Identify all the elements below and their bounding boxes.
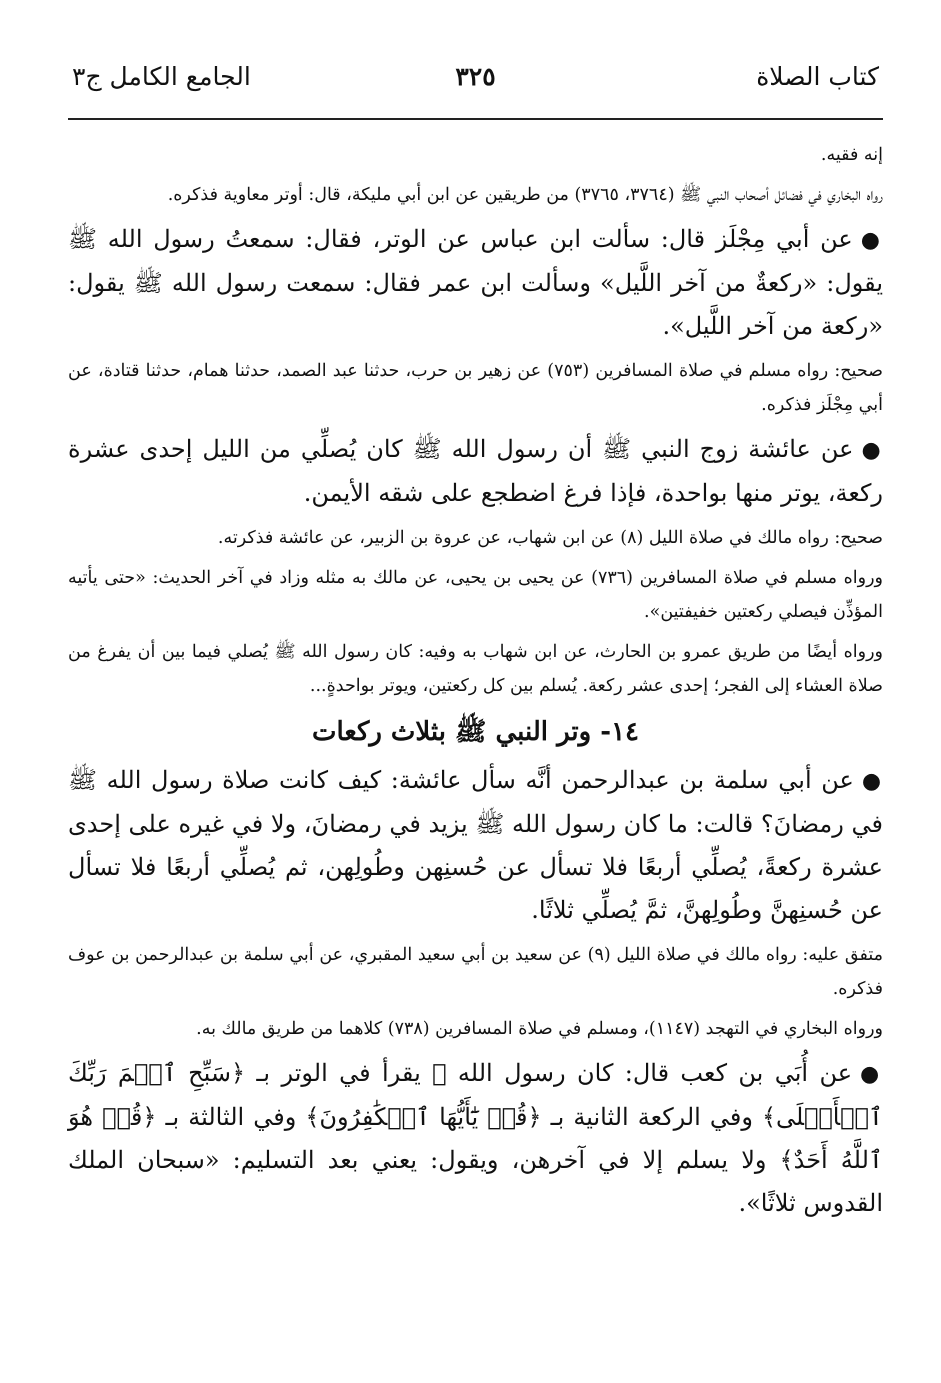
running-header: [68, 0, 883, 120]
note-paragraph: ورواه البخاري في التهجد (١١٤٧)، ومسلم في صلاة المسافرين (٧٣٨) كلاهما من طريق مالك به.: [196, 1019, 883, 1039]
hadith-paragraph: [68, 218, 883, 348]
bullet-icon: ●: [860, 228, 883, 253]
page-number: ٣٢٥: [455, 62, 496, 91]
bullet-icon: ●: [860, 1062, 883, 1087]
chapter-title: كتاب الصلاة: [756, 62, 879, 91]
hadith-paragraph: [68, 428, 883, 515]
hadith-text: عن أبي مِجْلَز قال: سألت ابن عباس عن الوتر، فقال: سمعتُ رسول الله ﷺ يقول: «ركعةٌ من آخر اللَّيل» وسألت ابن عمر فقال: سمعت رسول الله ﷺ يقول: «ركعة من آخر اللَّيل».: [68, 225, 883, 340]
section-heading: ١٤- وتر النبي ﷺ بثلاث ركعات: [312, 717, 639, 747]
hadith-paragraph: [68, 759, 883, 932]
bullet-icon: ●: [861, 769, 883, 794]
hadith-text: عن أبي سلمة بن عبدالرحمن أنَّه سأل عائشة: كيف كانت صلاة رسول الله ﷺ في رمضانَ؟ قالت: ما كان رسول الله ﷺ يزيد في رمضانَ، ولا في غيره على إحدى عشرة ركعةً، يُصلِّي أربعًا فلا تسأل عن حُسنِهن وطُولِهن، ثم يُصلِّي أربعًا فلا تسأل عن حُسنِهنَّ وطُولِهنَّ، ثمَّ يُصلِّي ثلاثًا.: [68, 766, 883, 924]
note-paragraph: رواه البخاري في فضائل أصحاب النبي ﷺ (٣٧٦٤، ٣٧٦٥) من طريقين عن ابن أبي مليكة، قال: أوتر معاوية فذكره.: [167, 185, 883, 205]
note-paragraph: إنه فقيه.: [820, 145, 883, 165]
hadith-text: عن عائشة زوج النبي ﷺ أن رسول الله ﷺ كان يُصلِّي من الليل إحدى عشرة ركعة، يوتر منها بواحدة، فإذا فرغ اضطجع على شقه الأيمن.: [68, 435, 883, 507]
note-paragraph: ورواه مسلم في صلاة المسافرين (٧٣٦) عن يحيى بن يحيى، عن مالك به مثله وزاد في آخر الحديث: «حتى يأتيه المؤذِّن فيصلي ركعتين خفيفتين».: [68, 568, 883, 622]
bullet-icon: ●: [861, 438, 884, 463]
note-paragraph: صحيح: رواه مالك في صلاة الليل (٨) عن ابن شهاب، عن عروة بن الزبير، عن عائشة فذكرته.: [217, 528, 883, 548]
page-body: [68, 120, 883, 1225]
book-title: الجامع الكامل ج٣: [72, 62, 251, 91]
note-paragraph: متفق عليه: رواه مالك في صلاة الليل (٩) عن سعيد بن أبي سعيد المقبري، عن أبي سلمة بن عبدالرحمن بن عوف فذكره.: [68, 945, 883, 999]
note-paragraph: ورواه أيضًا من طريق عمرو بن الحارث، عن ابن شهاب به وفيه: كان رسول الله ﷺ يُصلي فيما بين أن يفرغ من صلاة العشاء إلى الفجر؛ إحدى عشر ركعة. يُسلم بين كل ركعتين، ويوتر بواحدةٍ...: [68, 642, 883, 696]
note-paragraph: صحيح: رواه مسلم في صلاة المسافرين (٧٥٣) عن زهير بن حرب، حدثنا عبد الصمد، حدثنا همام، حدثنا قتادة، عن أبي مِجْلَز فذكره.: [68, 361, 883, 415]
hadith-text: عن أُبَي بن كعب قال: كان رسول الله ﷺ يقرأ في الوتر بـ ﴿سَبِّحِ ٱسۡمَ رَبِّكَ ٱلۡأَعۡلَى﴾ وفي الركعة الثانية بـ ﴿قُلۡ يَٰٓأَيُّهَا ٱلۡكَٰفِرُونَ﴾ وفي الثالثة بـ ﴿قُلۡ هُوَ ٱللَّهُ أَحَدٌ﴾ ولا يسلم إلا في آخرهن، ويقول: يعني بعد التسليم: «سبحان الملك القدوس ثلاثًا».: [68, 1059, 883, 1217]
hadith-paragraph: [68, 1052, 883, 1225]
